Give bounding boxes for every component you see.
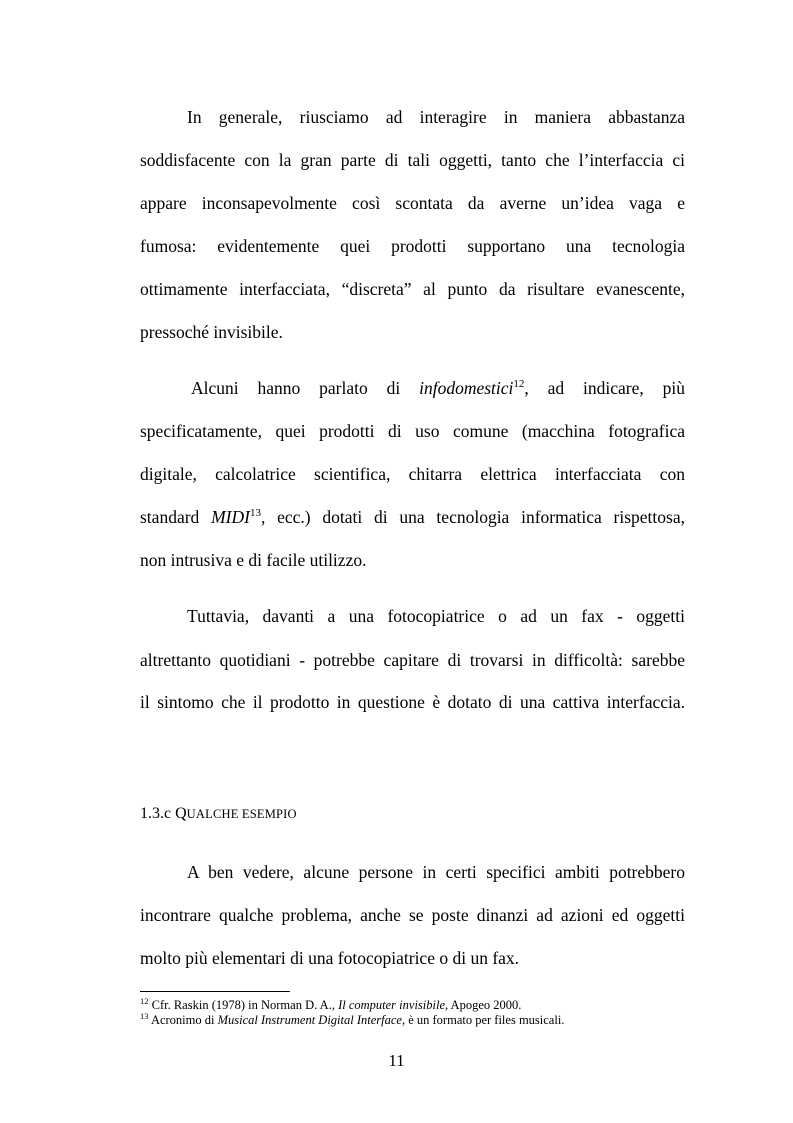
paragraph-1-line-5: ottimamente interfacciata, “discreta” al punto da risultare evanescente, bbox=[140, 279, 685, 299]
footnote-ref-13: 13 bbox=[249, 507, 261, 519]
paragraph-3-line-1: Tuttavia, davanti a una fotocopiatrice o ad un fax - oggetti bbox=[187, 606, 685, 626]
paragraph-2-line-4: standard MIDI$^{13}$, ecc.) dotati di una tecnologia informatica rispettosa, bbox=[140, 507, 685, 527]
paragraph-1-line-1: In generale, riusciamo ad interagire in maniera abbastanza bbox=[187, 107, 685, 127]
section-heading: 1.3.c QUALCHE ESEMPIO bbox=[140, 805, 297, 822]
paragraph-2-line-5: non intrusiva e di facile utilizzo. bbox=[140, 550, 367, 570]
term-midi: MIDI bbox=[211, 507, 250, 527]
page-number: 11 bbox=[388, 1051, 405, 1070]
footnote-ref-12: 12 bbox=[513, 378, 525, 390]
paragraph-1-line-4: fumosa: evidentemente quei prodotti supportano una tecnologia bbox=[140, 236, 685, 256]
paragraph-4-line-3: molto più elementari di una fotocopiatrice o di un fax. bbox=[140, 948, 520, 968]
paragraph-4-line-2: incontrare qualche problema, anche se poste dinanzi ad azioni ed oggetti bbox=[140, 905, 685, 925]
footnote-12: $^{12}$ Cfr. Raskin (1978) in Norman D. A., Il computer invisibile, Apogeo 2000. bbox=[140, 996, 522, 1012]
footnote-13: $^{13}$ Acronimo di Musical Instrument Digital Interface, è un formato per files musicali. bbox=[140, 1011, 565, 1027]
paragraph-2-line-1: Alcuni hanno parlato di infodomestici$^{12}$, ad indicare, più bbox=[191, 378, 685, 398]
paragraph-3-line-3: il sintomo che il prodotto in questione è dotato di una cattiva interfaccia. bbox=[140, 692, 685, 712]
term-infodomestici: infodomestici bbox=[419, 378, 514, 398]
paragraph-1-line-3: appare inconsapevolmente così scontata da averne un’idea vaga e bbox=[140, 193, 685, 213]
paragraph-4-line-1: A ben vedere, alcune persone in certi specifici ambiti potrebbero bbox=[187, 862, 685, 882]
footnote-separator bbox=[140, 991, 290, 992]
paragraph-1-line-2: soddisfacente con la gran parte di tali oggetti, tanto che l’interfaccia ci bbox=[140, 150, 685, 170]
paragraph-2-line-3: digitale, calcolatrice scientifica, chitarra elettrica interfacciata con bbox=[140, 464, 685, 484]
paragraph-1-line-6: pressoché invisibile. bbox=[140, 322, 283, 342]
paragraph-2-line-2: specificatamente, quei prodotti di uso comune (macchina fotografica bbox=[140, 421, 685, 441]
paragraph-3-line-2: altrettanto quotidiani - potrebbe capitare di trovarsi in difficoltà: sarebbe bbox=[140, 650, 685, 670]
